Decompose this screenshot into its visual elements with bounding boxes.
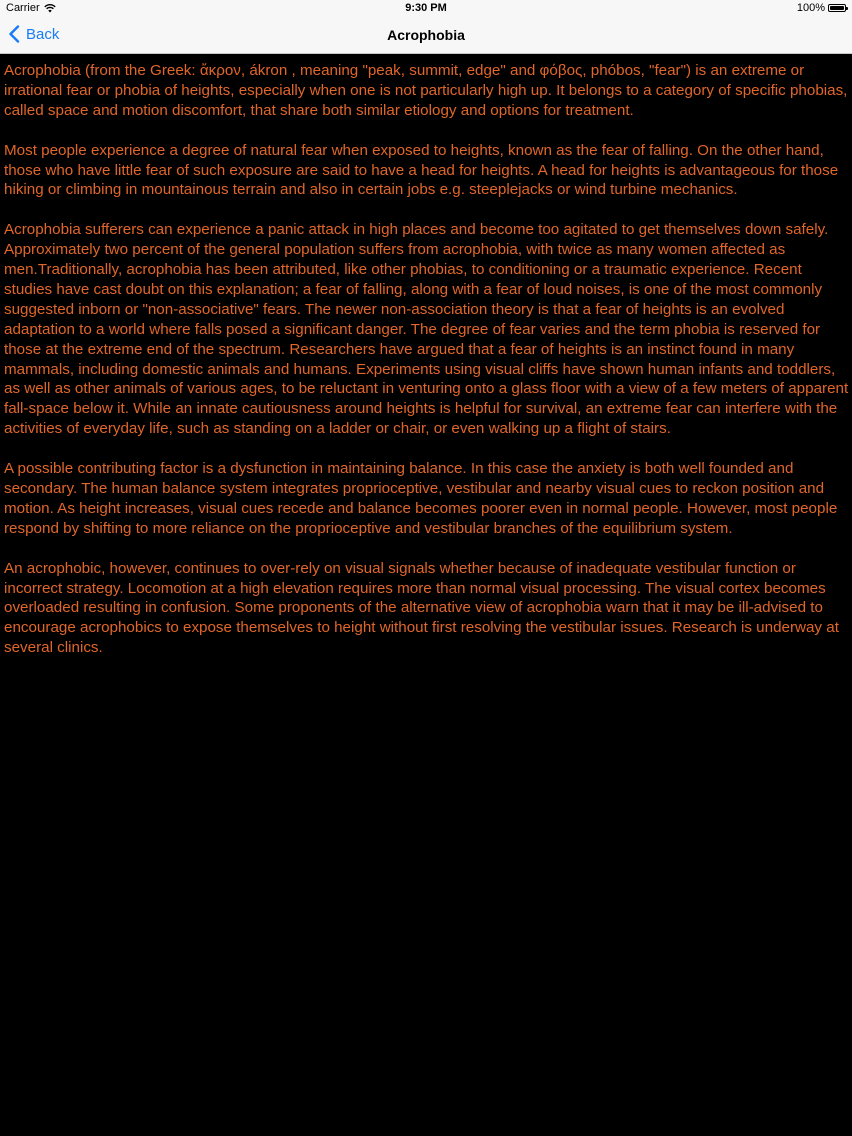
status-bar bbox=[0, 0, 852, 18]
battery-indicator bbox=[797, 2, 846, 14]
paragraph: Acrophobia sufferers can experience a panic attack in high places and become too agitated to get themselves down safely. Approximately two percent of the general population suffers from acrophobia, with twice as many women affected as men.Traditionally, acrophobia has been attributed, like other phobias, to conditioning or a traumatic experience. Recent studies have cast doubt on this explanation; a fear of falling, along with a fear of loud noises, is one of the most commonly suggested inborn or "non-associative" fears. The newer non-association theory is that a fear of heights is an evolved adaptation to a world where falls posed a significant danger. The degree of fear varies and the term phobia is reserved for those at the extreme end of the spectrum. Researchers have argued that a fear of heights is an instinct found in many mammals, including domestic animals and humans. Experiments using visual cliffs have shown human infants and toddlers, as well as other animals of various ages, to be reluctant in venturing onto a glass floor with a view of a few meters of apparent fall-space below it. While an innate cautiousness around heights is helpful for survival, an extreme fear can interfere with the activities of everyday life, such as standing on a ladder or chair, or even walking up a flight of stairs. bbox=[4, 221, 849, 438]
paragraph: Acrophobia (from the Greek: ἄκρον, ákron , meaning "peak, summit, edge" and φόβος, phóbos, "fear") is an extreme or irrational fear or phobia of heights, especially when one is not particularly high up. It belongs to a category of specific phobias, called space and motion discomfort, that share both similar etiology and options for treatment. bbox=[4, 62, 848, 119]
status-time: 9:30 PM bbox=[405, 2, 447, 14]
article-body bbox=[4, 61, 850, 678]
battery-percent: 100% bbox=[796, 2, 825, 14]
carrier-label: Carrier bbox=[6, 2, 40, 14]
battery-icon bbox=[828, 4, 846, 12]
page-title: Acrophobia bbox=[387, 27, 465, 43]
paragraph: An acrophobic, however, continues to over-rely on visual signals whether because of inadequate vestibular function or incorrect strategy. Locomotion at a high elevation requires more than normal visual processing. The visual cortex becomes overloaded resulting in confusion. Some proponents of the alternative view of acrophobia warn that it may be ill-advised to encourage acrophobics to expose themselves to height without first resolving the vestibular issues. Research is underway at several clinics. bbox=[4, 559, 839, 657]
paragraph: Most people experience a degree of natural fear when exposed to heights, known as the fear of falling. On the other hand, those who have little fear of such exposure are said to have a head for heights. A head for heights is advantageous for those hiking or climbing in mountainous terrain and also in certain jobs e.g. steeplejacks or wind turbine mechanics. bbox=[4, 141, 839, 199]
back-button-label: Back bbox=[26, 25, 60, 43]
paragraph: A possible contributing factor is a dysfunction in maintaining balance. In this case the anxiety is both well founded and secondary. The human balance system integrates proprioceptive, vestibular and nearby visual cues to reckon position and motion. As height increases, visual cues recede and balance becomes poorer even in normal people. However, most people respond by shifting to more reliance on the proprioceptive and vestibular branches of the equilibrium system. bbox=[4, 460, 838, 537]
navigation-bar bbox=[0, 18, 852, 54]
